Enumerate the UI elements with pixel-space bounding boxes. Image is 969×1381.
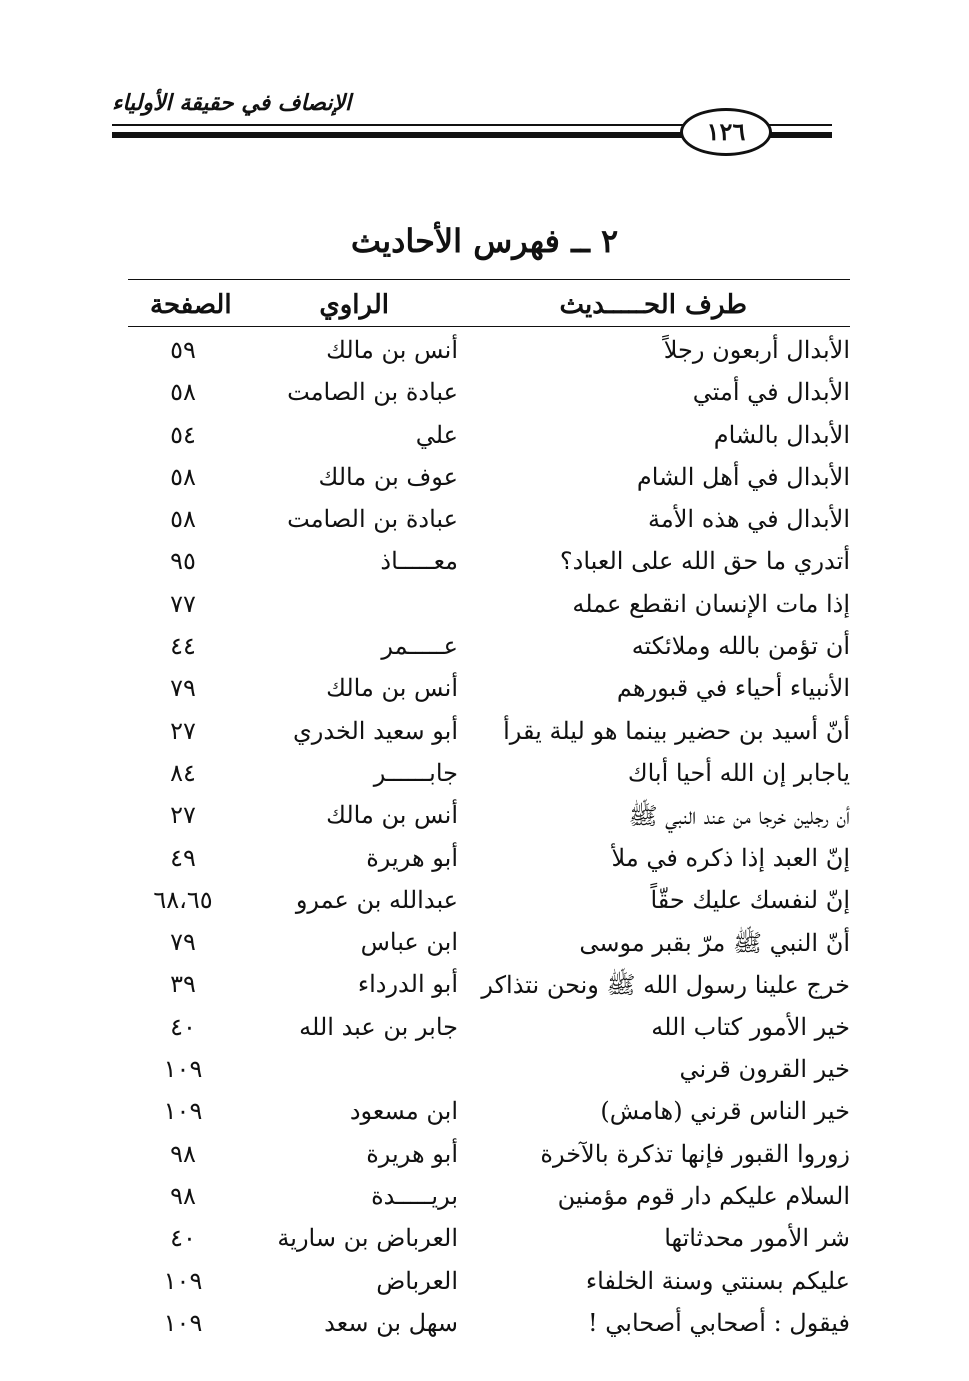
- section-title: ٢ ــ فهرس الأحاديث: [350, 222, 619, 260]
- hadith-text: زوروا القبور فإنها تذكرة بالآخرة: [540, 1139, 850, 1168]
- hadith-text: الأبدال بالشام: [713, 420, 850, 449]
- table-row: [128, 1051, 850, 1093]
- page-ref: ٥٤: [170, 420, 196, 449]
- page-ref: ٤٩: [170, 843, 196, 872]
- table-row: [128, 1136, 850, 1178]
- page-ref: ٧٩: [170, 674, 196, 703]
- narrator-name: ابن عباس: [360, 928, 458, 957]
- table-row: [128, 374, 850, 416]
- narrator-name: أنس بن مالك: [326, 336, 458, 364]
- hadith-text: أن رجلين خرجا من عند النبي ﷺ: [628, 802, 850, 831]
- hadith-text: فيقول : أصحابي أصحابي !: [587, 1308, 850, 1337]
- narrator-name: أبو سعيد الخدري: [293, 716, 458, 745]
- page-ref: ٤٤: [170, 632, 196, 661]
- hadith-text: أن تؤمن بالله وملائكته: [631, 632, 850, 661]
- book-title: الإنصاف في حقيقة الأولياء: [112, 90, 352, 116]
- column-header-narrator: الراوي: [319, 290, 389, 320]
- table-row: [128, 1263, 850, 1305]
- hadith-text: أنّ أسيد بن حضير بينما هو ليلة يقرأ: [503, 716, 850, 745]
- page-ref: ١٠٩: [163, 1266, 203, 1295]
- table-row: [128, 586, 850, 628]
- page-ref: ٢٧: [170, 716, 196, 745]
- table-row: [128, 797, 850, 839]
- page-ref: ٥٨: [170, 462, 196, 491]
- table-row: [128, 543, 850, 585]
- hadith-text: خير الناس قرني (هامش): [600, 1097, 850, 1126]
- narrator-name: جابر بن عبد الله: [299, 1012, 458, 1041]
- table-row: [128, 1009, 850, 1051]
- narrator-name: عبادة بن الصامت: [287, 505, 458, 534]
- hadith-text: الأبدال في هذه الأمة: [647, 505, 850, 534]
- hadith-text: إنّ لنفسك عليك حقّاً: [650, 885, 850, 914]
- table-row: [128, 713, 850, 755]
- hadith-index-table: [128, 332, 850, 1347]
- hadith-text: إذا مات الإنسان انقطع عمله: [572, 589, 850, 618]
- narrator-name: بريـــــدة: [371, 1181, 458, 1210]
- narrator-name: أنس بن مالك: [326, 801, 458, 830]
- narrator-name: أبو الدرداء: [357, 970, 458, 999]
- hadith-text: شر الأمور محدثاتها: [664, 1224, 850, 1253]
- page-ref: ٩٨: [170, 1139, 196, 1168]
- narrator-name: سهل بن سعد: [324, 1308, 458, 1337]
- page-ref: ٥٨: [170, 505, 196, 534]
- table-row: [128, 1305, 850, 1347]
- table-row: [128, 755, 850, 797]
- page-ref: ٩٥: [170, 547, 196, 576]
- hadith-text: الأبدال في أهل الشام: [636, 462, 850, 491]
- hadith-text: أنّ النبي ﷺ مرّ بقبر موسى: [579, 929, 850, 958]
- narrator-name: عوف بن مالك: [318, 462, 458, 491]
- page-number: ١٢٦: [680, 108, 772, 156]
- table-row: [128, 1220, 850, 1262]
- table-row: [128, 628, 850, 670]
- table-row: [128, 924, 850, 966]
- page-ref: ٥٨: [170, 378, 196, 407]
- table-row: [128, 501, 850, 543]
- page-ref: ١٠٩: [163, 1097, 203, 1126]
- hadith-text: خير القرون قرني: [679, 1055, 850, 1084]
- column-header-page: الصفحة: [150, 290, 232, 320]
- table-row: [128, 840, 850, 882]
- table-header-rule: [128, 326, 850, 327]
- table-row: [128, 1178, 850, 1220]
- narrator-name: معـــــاذ: [380, 547, 458, 576]
- page-ref: ٣٩: [170, 970, 196, 999]
- narrator-name: عبادة بن الصامت: [287, 378, 458, 407]
- narrator-name: ابن مسعود: [349, 1097, 458, 1126]
- page-ref: ٢٧: [170, 801, 196, 830]
- narrator-name: عـــــمر: [381, 632, 458, 661]
- table-top-rule: [128, 279, 850, 280]
- page-ref: ٨٤: [170, 758, 196, 787]
- page-ref: ١٠٩: [163, 1308, 203, 1337]
- narrator-name: أبو هريرة: [366, 1139, 458, 1168]
- hadith-text: عليكم بسنتي وسنة الخلفاء: [585, 1266, 850, 1295]
- hadith-text: أتدري ما حق الله على العباد؟: [559, 547, 850, 576]
- page-ref: ٧٩: [170, 928, 196, 957]
- narrator-name: علي: [415, 420, 458, 449]
- page-ref: ٩٨: [170, 1181, 196, 1210]
- table-row: [128, 459, 850, 501]
- hadith-text: ياجابر إن الله أحيا أباك: [627, 758, 850, 787]
- hadith-text: الأنبياء أحياء في قبورهم: [616, 674, 850, 703]
- table-row: [128, 417, 850, 459]
- page-ref: ٤٠: [170, 1012, 196, 1041]
- hadith-text: الأبدال أربعون رجلاً: [663, 336, 850, 364]
- hadith-text: خير الأمور كتاب الله: [651, 1012, 850, 1041]
- table-row: [128, 670, 850, 712]
- page-ref: ٤٠: [170, 1224, 196, 1253]
- narrator-name: جابــــــر: [373, 758, 458, 787]
- table-row: [128, 966, 850, 1008]
- table-row: [128, 332, 850, 374]
- hadith-text: الأبدال في أمتي: [692, 378, 850, 407]
- column-header-hadith: طرف الحـــــديث: [559, 290, 747, 320]
- hadith-text: خرج علينا رسول الله ﷺ ونحن نتذاكر: [481, 971, 850, 1000]
- page-ref: ٥٩: [170, 336, 196, 364]
- narrator-name: العرباض: [376, 1266, 458, 1295]
- hadith-text: إنّ العبد إذا ذكره في ملأ: [611, 843, 850, 872]
- table-row: [128, 882, 850, 924]
- narrator-name: أبو هريرة: [366, 843, 458, 872]
- narrator-name: العرباض بن سارية: [277, 1224, 458, 1253]
- page-ref: ١٠٩: [163, 1055, 203, 1084]
- page-ref: ٧٧: [170, 589, 196, 618]
- table-row: [128, 1093, 850, 1135]
- hadith-text: السلام عليكم دار قوم مؤمنين: [557, 1181, 850, 1210]
- narrator-name: عبدالله بن عمرو: [295, 885, 458, 914]
- narrator-name: أنس بن مالك: [326, 674, 458, 703]
- page-ref: ٦٨،٦٥: [153, 885, 213, 914]
